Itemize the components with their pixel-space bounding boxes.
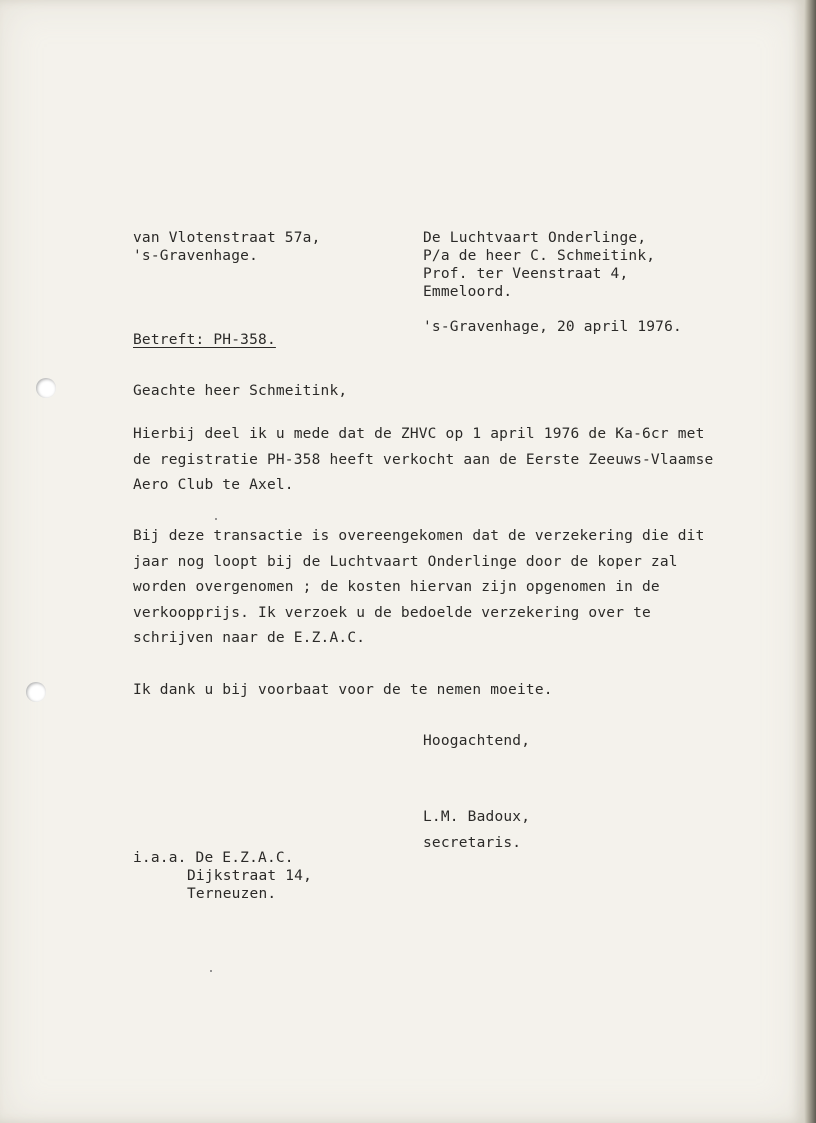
signature-name: L.M. Badoux, — [423, 809, 531, 825]
paper-speck — [215, 518, 217, 520]
paragraph-line: de registratie PH-358 heeft verkocht aan de Eerste Zeeuws-Vlaamse — [133, 451, 714, 468]
paragraph-2 — [133, 524, 705, 652]
paragraph-line: verkoopprijs. Ik verzoek u de bedoelde verzekering over te — [133, 604, 651, 621]
paragraph-3 — [133, 678, 553, 704]
paragraph-line: Hierbij deel ik u mede dat de ZHVC op 1 april 1976 de Ka-6cr met — [133, 426, 705, 442]
paragraph-line: Aero Club te Axel. — [133, 477, 294, 493]
subject-line: Betreft: PH-358. — [133, 332, 276, 348]
recipient-address-line: Prof. ter Veenstraat 4, — [423, 266, 629, 282]
cc-address-line: Terneuzen. — [187, 886, 277, 902]
cc-address — [133, 849, 312, 903]
salutation: Geachte heer Schmeitink, — [133, 383, 348, 399]
paper-edge-shadow — [804, 0, 816, 1123]
recipient-address — [423, 229, 655, 301]
sender-address-line: 's-Gravenhage. — [133, 248, 259, 264]
paragraph-1 — [133, 422, 713, 499]
punch-hole-top — [36, 378, 56, 398]
sender-address-line: van Vlotenstraat 57a, — [133, 230, 321, 246]
place-date: 's-Gravenhage, 20 april 1976. — [423, 319, 682, 335]
recipient-address-line: De Luchtvaart Onderlinge, — [423, 230, 647, 246]
paragraph-line: schrijven naar de E.Z.A.C. — [133, 630, 366, 646]
punch-hole-bottom — [26, 682, 46, 702]
closing: Hoogachtend, — [423, 733, 531, 749]
paragraph-line: Bij deze transactie is overeengekomen dat de verzekering die dit — [133, 528, 705, 544]
recipient-address-line: P/a de heer C. Schmeitink, — [423, 248, 656, 264]
signature-title: secretaris. — [423, 835, 522, 851]
paragraph-line: Ik dank u bij voorbaat voor de te nemen moeite. — [133, 682, 553, 698]
paragraph-line: worden overgenomen ; de kosten hiervan zijn opgenomen in de — [133, 579, 660, 595]
sender-address — [133, 229, 321, 265]
paragraph-line: jaar nog loopt bij de Luchtvaart Onderlinge door de koper zal — [133, 553, 678, 570]
recipient-address-line: Emmeloord. — [423, 284, 513, 300]
paper-speck — [210, 970, 212, 972]
cc-address-line: i.a.a. De E.Z.A.C. — [133, 850, 294, 866]
cc-address-line: Dijkstraat 14, — [187, 868, 313, 884]
